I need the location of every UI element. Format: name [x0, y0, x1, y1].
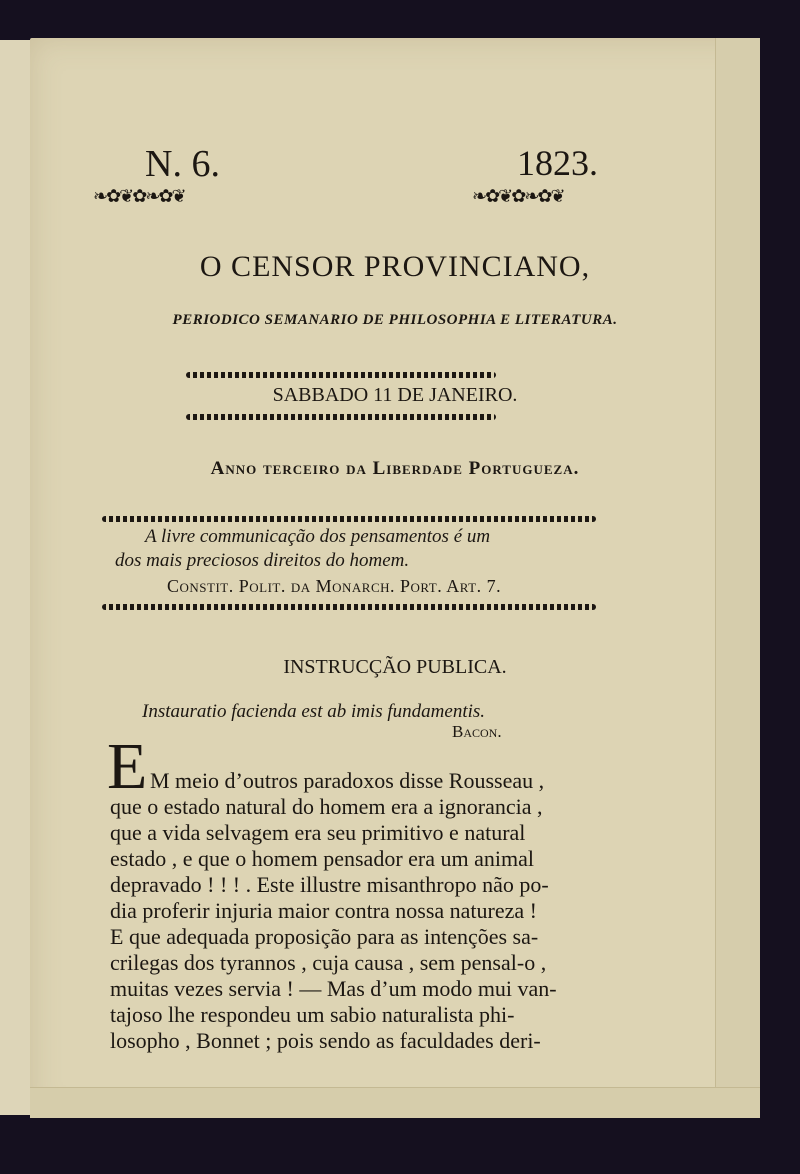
issue-number: N. 6.	[145, 143, 220, 185]
epigraph-author: Bacon.	[452, 722, 502, 741]
body-line: depravado ! ! ! . Este illustre misanthropo não po-	[110, 872, 549, 897]
issue-year: 1823.	[517, 143, 598, 183]
epigraph: Instauratio facienda est ab imis fundamentis.	[142, 701, 486, 722]
ornament-right-icon: ❧✿❦✿❧✿❦	[472, 186, 564, 207]
body-line: dia proferir injuria maior contra nossa natureza !	[110, 898, 537, 923]
wavy-rule	[186, 372, 496, 378]
body-line: estado , e que o homem pensador era um animal	[110, 846, 534, 871]
body-line: crilegas dos tyrannos , cuja causa , sem pensal-o ,	[110, 950, 547, 975]
ornament-left-icon: ❧✿❦✿❧✿❦	[93, 186, 185, 207]
motto-line-2: dos mais preciosos direitos do homem.	[115, 550, 410, 571]
page-right-edge	[715, 38, 760, 1118]
document-page	[30, 38, 760, 1118]
article-heading: INSTRUCÇÃO PUBLICA.	[283, 656, 507, 678]
wavy-rule	[102, 516, 596, 522]
body-line: losopho , Bonnet ; pois sendo as faculdades deri-	[110, 1028, 541, 1053]
page-bottom-edge	[30, 1087, 760, 1118]
wavy-rule	[186, 414, 496, 420]
body-line: tajoso lhe respondeu um sabio naturalista phi-	[110, 1002, 515, 1027]
body-line: M meio d’outros paradoxos disse Rousseau ,	[150, 768, 545, 793]
motto-citation: Constit. Polit. da Monarch. Port. Art. 7.	[167, 576, 502, 596]
wavy-rule	[102, 604, 596, 610]
issue-date: SABBADO 11 DE JANEIRO.	[272, 384, 518, 406]
periodical-subtitle: PERIODICO SEMANARIO DE PHILOSOPHIA E LITERATURA.	[172, 312, 618, 328]
drop-cap: E	[107, 730, 148, 803]
periodical-title: O CENSOR PROVINCIANO,	[199, 250, 591, 283]
anno-line: Anno terceiro da Liberdade Portugueza.	[210, 458, 580, 479]
motto-line-1: A livre communicação dos pensamentos é um	[145, 526, 491, 547]
body-line: E que adequada proposição para as intenções sa-	[110, 924, 539, 949]
body-line: que o estado natural do homem era a ignorancia ,	[110, 794, 543, 819]
body-line: muitas vezes servia ! — Mas d’um modo mui van-	[110, 976, 557, 1001]
body-line: que a vida selvagem era seu primitivo e natural	[110, 820, 526, 845]
